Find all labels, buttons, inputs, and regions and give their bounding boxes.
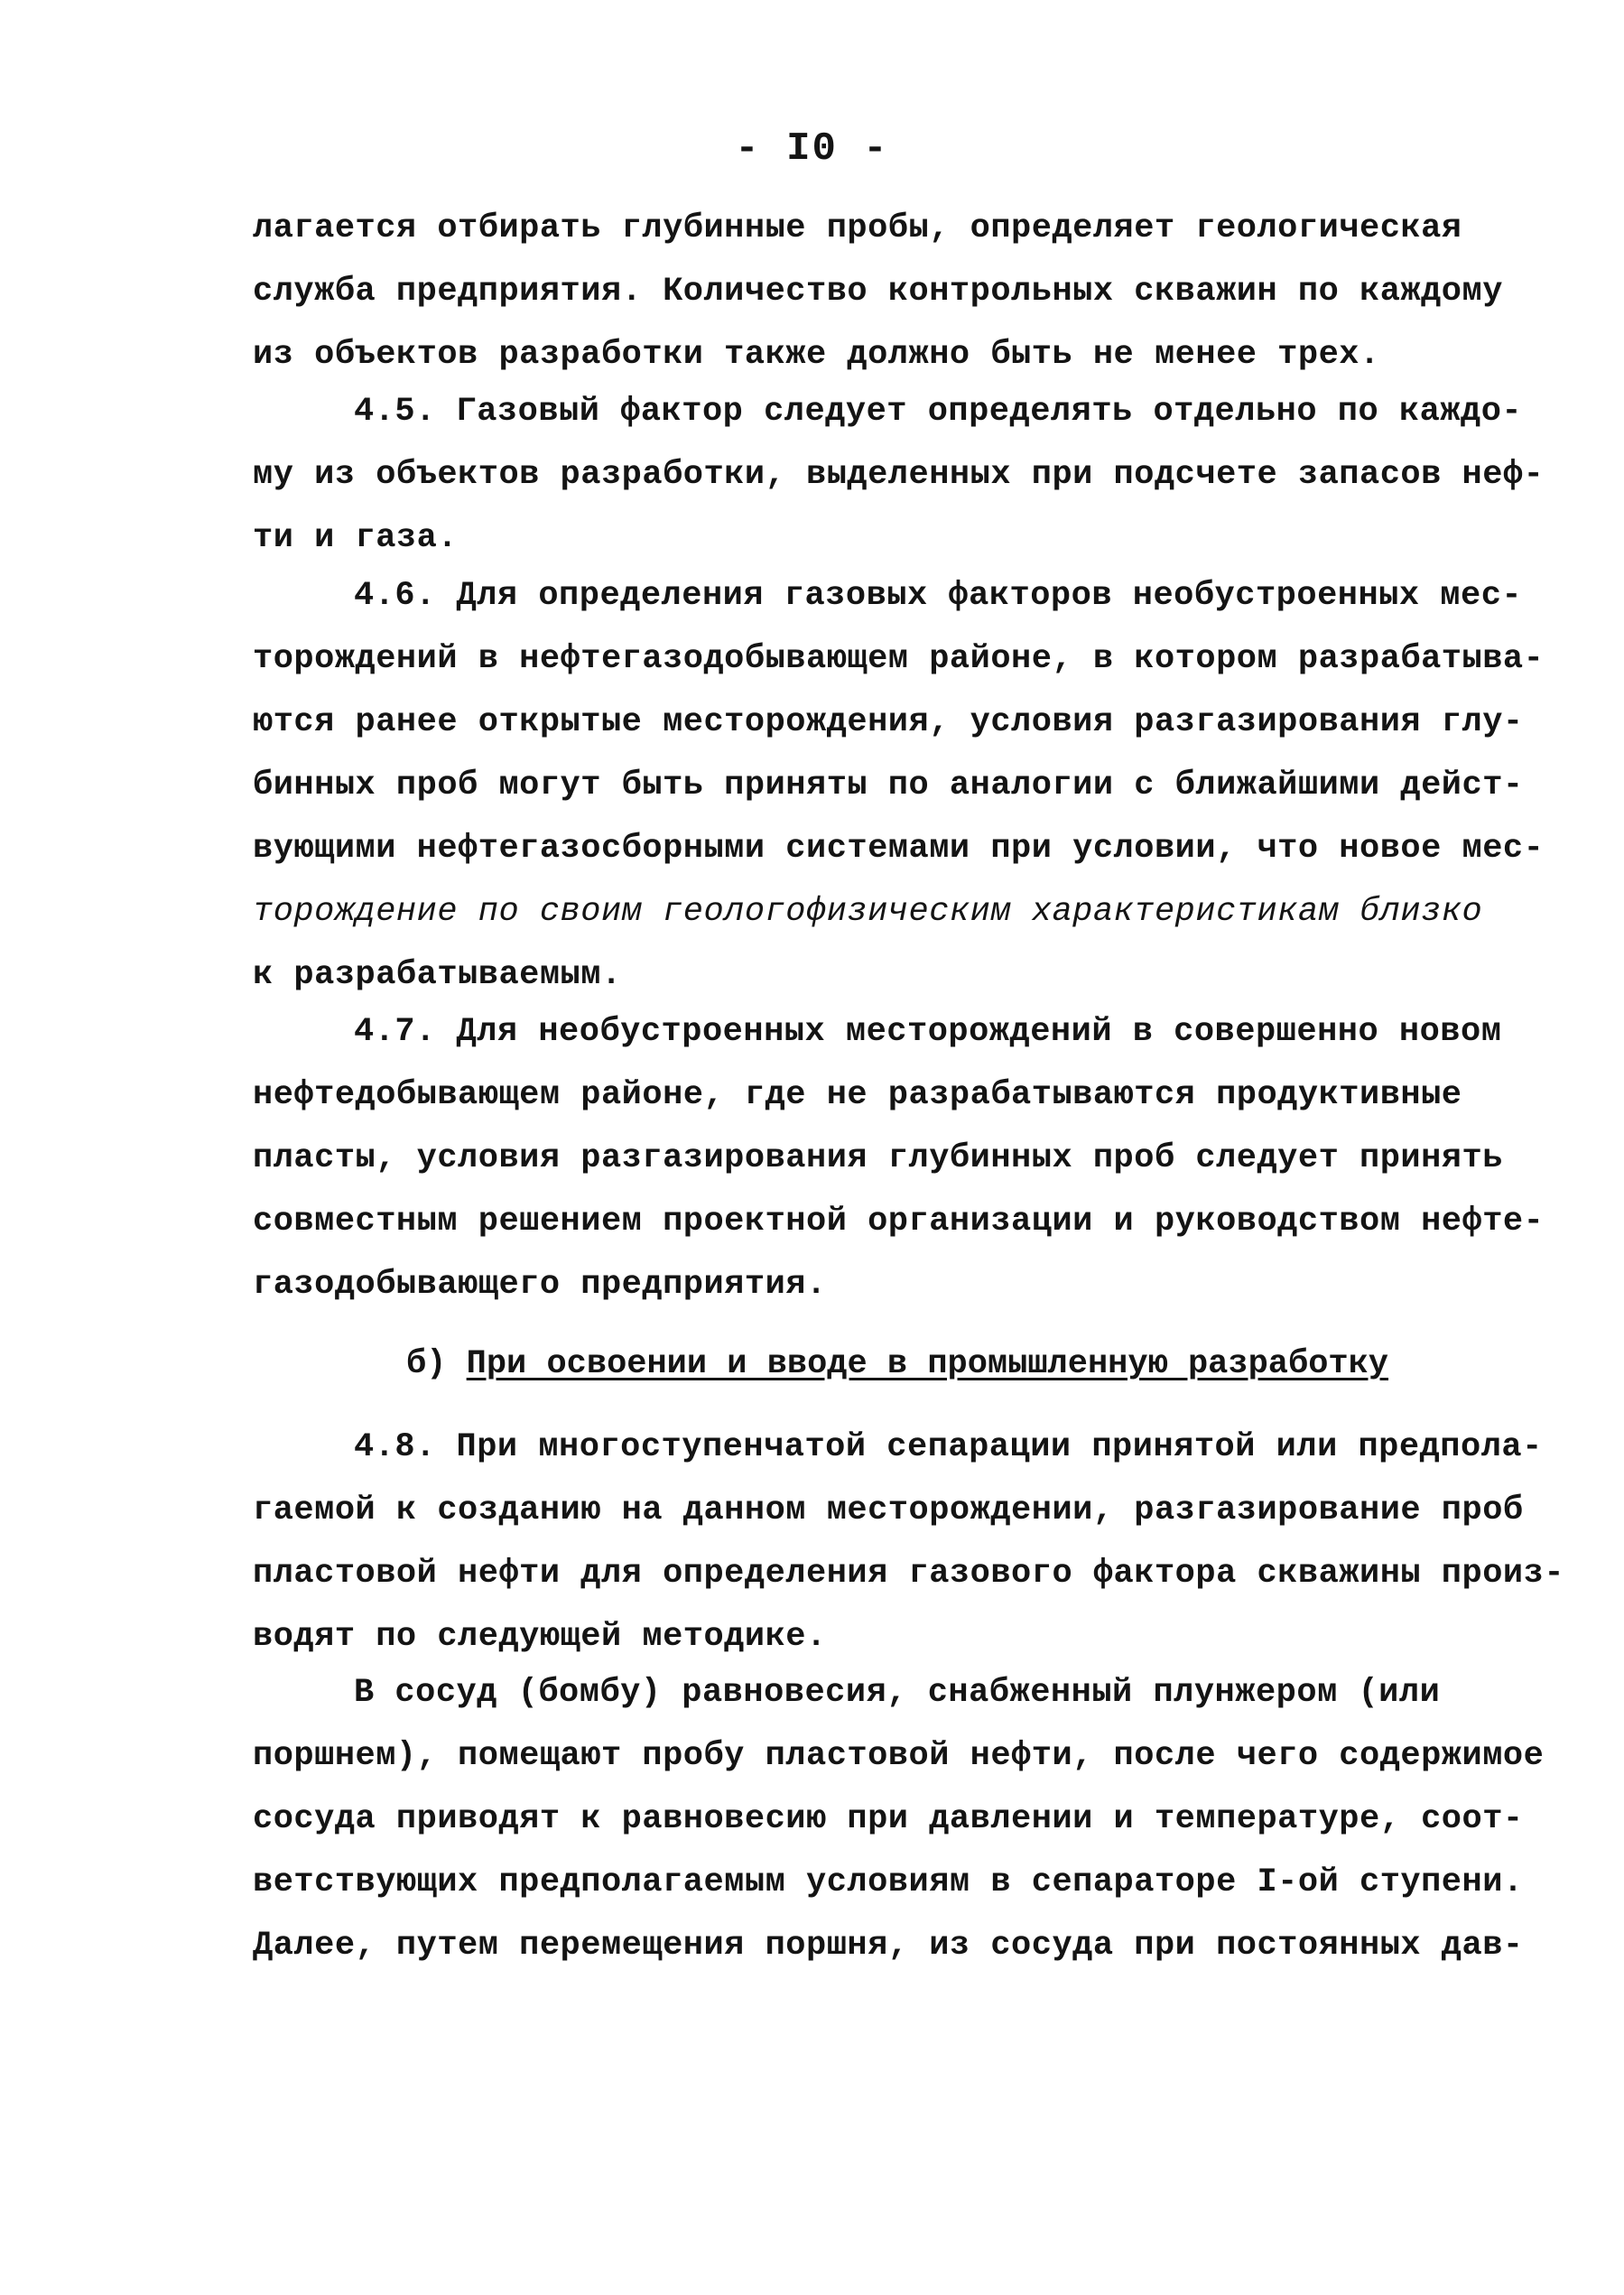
text-line: пластовой нефти для определения газового фактора скважины произ- xyxy=(253,1555,1565,1593)
text-line: лагается отбирать глубинные пробы, определяет геологическая xyxy=(253,209,1462,247)
text-line: пласты, условия разгазирования глубинных проб следует принять xyxy=(253,1139,1503,1177)
paragraph-4-7 xyxy=(253,1000,1545,1316)
paragraph-4-5 xyxy=(253,380,1545,570)
text-line: торождений в нефтегазодобывающем районе, в котором разрабатыва- xyxy=(253,640,1545,678)
section-title: При освоении и вводе в промышленную разработку xyxy=(466,1345,1389,1383)
text-line: к разрабатываемым. xyxy=(253,956,622,994)
text-line: ветствующих предполагаемым условиям в сепараторе I-ой ступени. xyxy=(253,1863,1524,1901)
text-line: В сосуд (бомбу) равновесия, снабженный плунжером (или xyxy=(354,1674,1441,1712)
text-line: совместным решением проектной организации и руководством нефте- xyxy=(253,1203,1545,1240)
text-line: ти и газа. xyxy=(253,519,459,557)
text-line: нефтедобывающем районе, где не разрабатываются продуктивные xyxy=(253,1076,1462,1114)
text-line: вующими нефтегазосборными системами при условии, что новое мес- xyxy=(253,830,1545,868)
text-line: служба предприятия. Количество контрольных скважин по каждому xyxy=(253,273,1503,311)
paragraph-vessel xyxy=(253,1661,1545,1977)
text-line: бинных проб могут быть приняты по аналогии с ближайшими дейст- xyxy=(253,767,1524,804)
section-heading xyxy=(406,1333,1388,1396)
section-marker: б) xyxy=(406,1345,447,1383)
text-line: газодобывающего предприятия. xyxy=(253,1266,827,1304)
text-line: поршнем), помещают пробу пластовой нефти, после чего содержимое xyxy=(253,1737,1545,1775)
text-line-italic: торождение по своим геологофизическим характеристикам близко xyxy=(253,893,1483,931)
text-line: 4.8. При многоступенчатой сепарации принятой или предпола- xyxy=(354,1428,1543,1466)
text-line: 4.5. Газовый фактор следует определять отдельно по каждо- xyxy=(354,393,1523,431)
text-line: ются ранее открытые месторождения, условия разгазирования глу- xyxy=(253,703,1524,741)
page-number: - I0 - xyxy=(735,126,889,172)
text-line: из объектов разработки также должно быть не менее трех. xyxy=(253,336,1380,374)
paragraph-4-8 xyxy=(253,1416,1565,1668)
text-line: Далее, путем перемещения поршня, из сосуда при постоянных дав- xyxy=(253,1927,1524,1965)
text-line: му из объектов разработки, выделенных при подсчете запасов неф- xyxy=(253,456,1545,494)
paragraph-4-6 xyxy=(253,564,1545,1007)
text-line: гаемой к созданию на данном месторождении, разгазирование проб xyxy=(253,1491,1524,1529)
text-line: 4.7. Для необустроенных месторождений в совершенно новом xyxy=(354,1013,1502,1051)
text-line: сосуда приводят к равновесию при давлении и температуре, соот- xyxy=(253,1800,1524,1838)
paragraph-continuation xyxy=(253,197,1503,386)
text-line: водят по следующей методике. xyxy=(253,1618,827,1656)
text-line: 4.6. Для определения газовых факторов необустроенных мес- xyxy=(354,577,1523,615)
